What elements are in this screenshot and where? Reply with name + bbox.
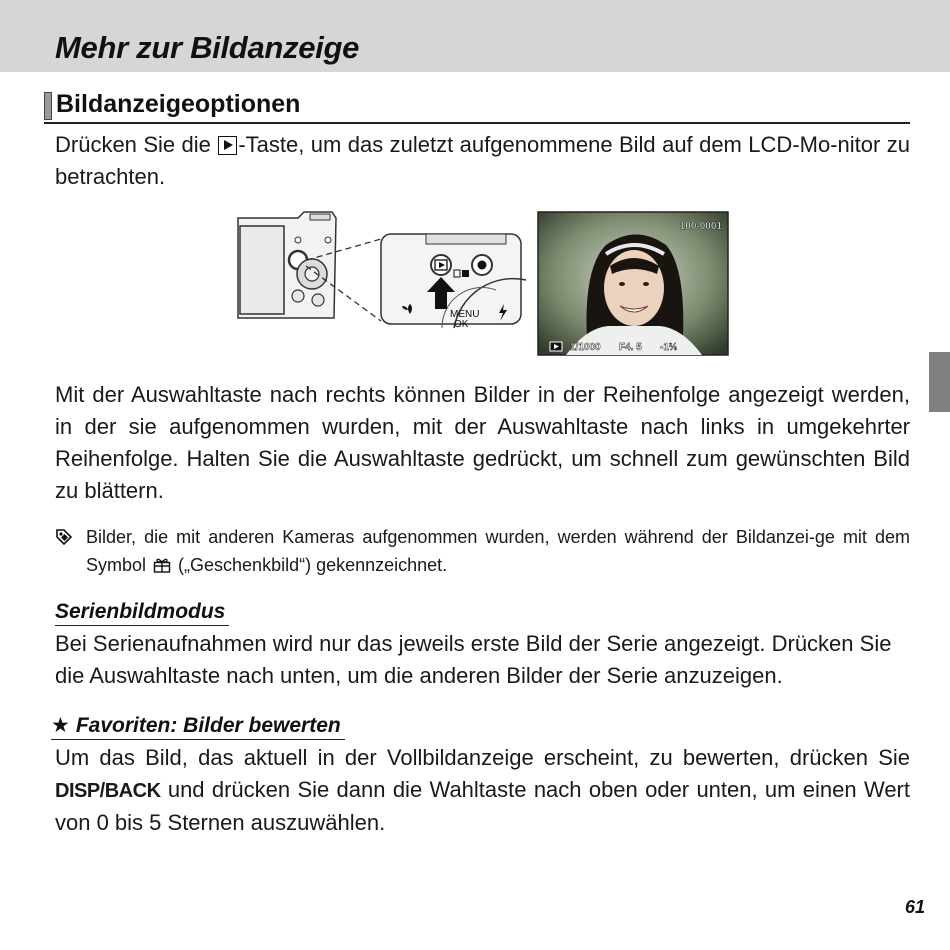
- page-number: 61: [904, 897, 925, 917]
- favorites-text-end: und drücken Sie dann die Wahltaste nach oben oder unten, um einen Wert von 0 bis 5 Sternen auszuwählen.: [55, 777, 910, 835]
- burst-heading: Serienbildmodus: [55, 599, 229, 626]
- note-text-end: („Geschenkbild“) gekennzeichnet.: [173, 555, 448, 575]
- page-title: Mehr zur Bildanzeige: [55, 30, 360, 65]
- section-heading: [44, 90, 910, 124]
- favorites-paragraph: [55, 742, 910, 839]
- favorites-heading: [51, 713, 345, 740]
- menu-label: MENU: [450, 309, 480, 320]
- intro-text-end: -Taste, um das zuletzt aufgenommene Bild auf dem LCD-Mo-nitor zu betrachten.: [55, 132, 910, 189]
- section-title: Bildanzeigeoptionen: [56, 90, 301, 118]
- camera-back-icon: [238, 212, 381, 321]
- playback-icon: [218, 136, 237, 155]
- camera-illustration: [236, 210, 732, 360]
- star-icon: ★: [51, 714, 70, 737]
- shutter-speed: 1/1000: [570, 342, 601, 353]
- note-text-start: Bilder, die mit anderen Kameras aufgenommen wurden, werden während der Bildanzei-ge mit dem Symbol: [86, 527, 910, 575]
- lcd-screen-preview: [538, 212, 728, 355]
- exposure-compensation: -1⅔: [660, 342, 678, 353]
- favorites-heading-text: Favoriten: Bilder bewerten: [75, 714, 341, 737]
- note-block: [55, 523, 910, 579]
- disp-back-key-label: DISP/BACK: [55, 780, 161, 802]
- aperture: F4. 5: [619, 342, 642, 353]
- button-closeup: [381, 234, 526, 330]
- note-text: [86, 523, 910, 579]
- intro-text-start: Drücken Sie die: [55, 132, 218, 157]
- burst-paragraph: Bei Serienaufnahmen wird nur das jeweils erste Bild der Serie angezeigt. Drücken Sie die Auswahltaste nach unten, um die anderen Bilder der Serie anzuzeigen.: [55, 631, 892, 688]
- gift-icon: [153, 557, 171, 573]
- chapter-thumb-tab: [929, 352, 950, 412]
- navigation-paragraph: Mit der Auswahltaste nach rechts können Bilder in der Reihenfolge angezeigt werden, in der sie aufgenommen wurden, mit der Auswahltaste nach links in umgekehrter Reihenfolge. Halten Sie die Auswahltaste gedrückt, um schnell zum gewünschten Bild zu blättern.: [55, 382, 910, 503]
- note-tag-icon: [55, 528, 73, 546]
- intro-paragraph: [55, 129, 910, 193]
- favorites-text-start: Um das Bild, das aktuell in der Vollbildanzeige erscheint, zu bewerten, drücken Sie: [55, 745, 910, 770]
- ok-label: OK: [454, 319, 469, 330]
- file-number: 100-0001: [679, 221, 722, 232]
- section-marker: [44, 92, 52, 120]
